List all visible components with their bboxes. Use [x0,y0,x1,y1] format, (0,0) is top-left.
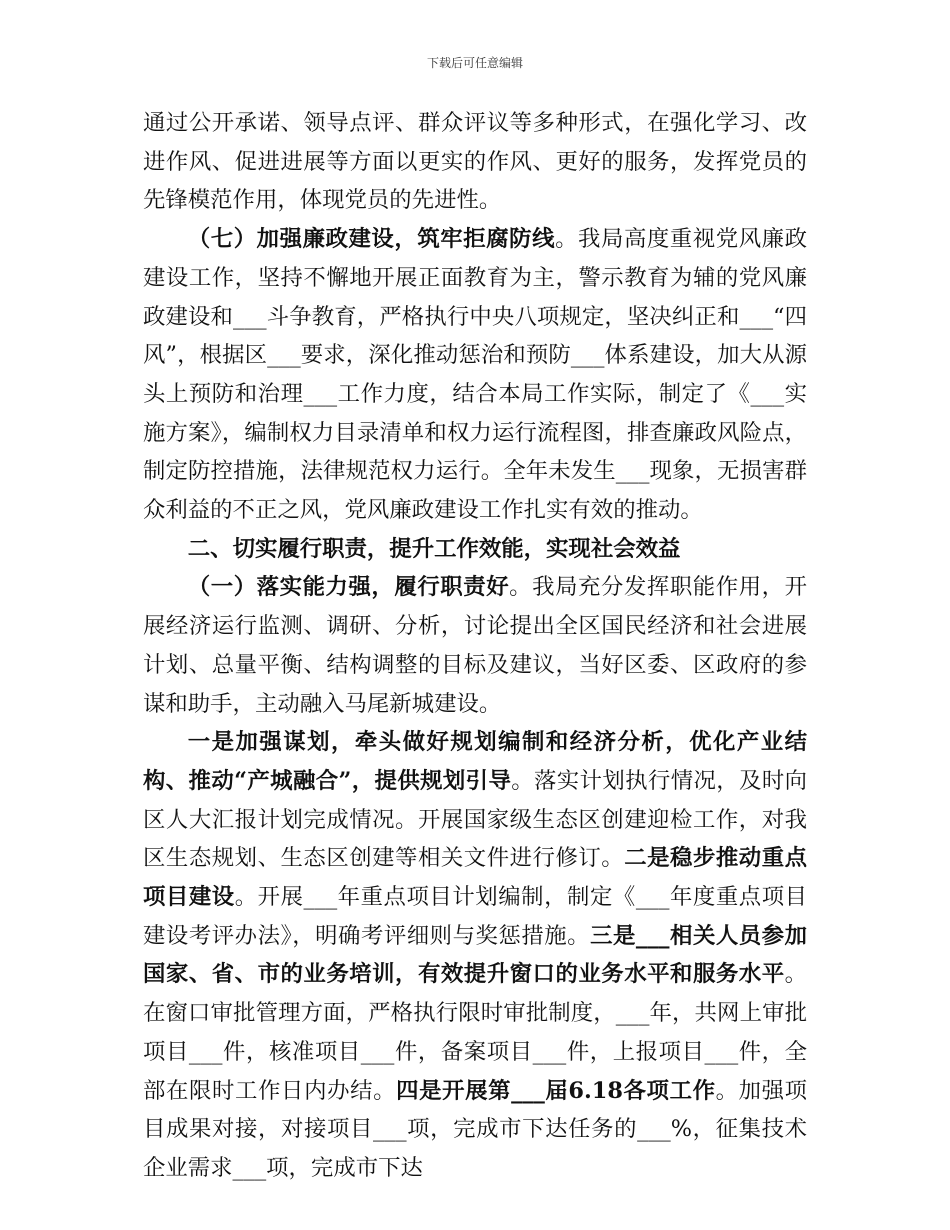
text-run: 。我局高度重视党风廉政建设工作，坚持不懈地开展正面教育为主，警示教育为辅的党风廉政建设和___斗争教育，严格执行中央八项规定，坚决纠正和___“四风”，根据区___要求，深化推动惩治和预防___体系建设，加大从源头上预防和治理___工作力度，结合本局工作实际，制定了《___实施方案》，编制权力目录清单和权力运行流程图，排查廉政风险点，制定防控措施，法律规范权力运行。全年未发生___现象，无损害群众利益的不正之风，党风廉政建设工作扎实有效的推动。 [143,226,808,524]
chapter-heading-2: 二、切实履行职责，提升工作效能，实现社会效益 [187,535,681,562]
text-run: 。在窗口审批管理方面，严格执行限时审批制度，___年，共网上审批项目___件，核准项目___件，备案项目___件，上报项目___件，全部在限时工作日内办结。 [143,961,807,1104]
point-heading-2: 二是稳步推动重点项目建设 [143,845,808,911]
point-heading-3: 三是___相关人员参加国家、省、市的业务培训，有效提升窗口的业务水平和服务水平 [143,922,807,988]
document-body [143,104,807,1188]
page-header: 下载后可任意编辑 [426,56,523,70]
text-run: 。我局充分发挥职能作用，开展经济运行监测、调研、分析，讨论提出全区国民经济和社会进展计划、总量平衡、结构调整的目标及建议，当好区委、区政府的参谋和助手，主动融入马尾新城建设。 [143,574,808,717]
paragraph [143,530,807,569]
text-run: 。加强项目成果对接，对接项目___项，完成市下达任务的___%，征集技术企业需求___项，完成市下达 [143,1077,808,1181]
paragraph [143,220,807,530]
text-run: 通过公开承诺、领导点评、群众评议等多种形式，在强化学习、改进作风、促进进展等方面以更实的作风、更好的服务，发挥党员的先锋模范作用，体现党员的先进性。 [143,110,807,214]
point-heading-4: 四是开展第___届6.18各项工作 [396,1077,716,1104]
paragraph [143,104,807,220]
point-heading-1: 一是加强谋划，牵头做好规划编制和经济分析，优化产业结构、推动“产城融合”，提供规划引导 [143,729,807,794]
text-run: 。落实计划执行情况，及时向区人大汇报计划完成情况。开展国家级生态区创建迎检工作，对我区生态规划、生态区创建等相关文件进行修订。 [143,767,808,872]
section-heading-7: （七）加强廉政建设，筑牢拒腐防线 [187,226,556,253]
section-heading-1: （一）落实能力强，履行职责好 [187,574,510,601]
paragraph [143,568,807,723]
paragraph [143,723,807,1187]
text-run: 。开展___年重点项目计划编制，制定《___年度重点项目建设考评办法》，明确考评细则与奖惩措施。 [143,884,808,949]
